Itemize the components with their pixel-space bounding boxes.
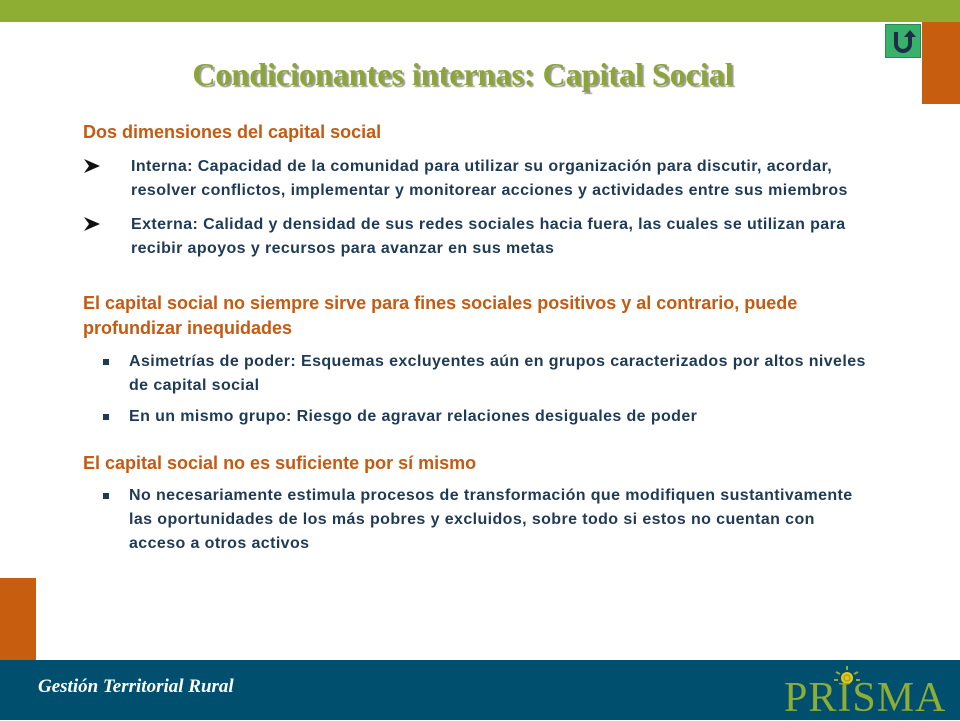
list-item-text: En un mismo grupo: Riesgo de agravar relaciones desiguales de poder: [129, 408, 698, 425]
section-heading-not-sufficient: El capital social no es suficiente por sí mismo: [83, 453, 477, 473]
list-item-text: Interna: Capacidad de la comunidad para utilizar su organización para discutir, acordar, resolver conflictos, implementar y monitorear acciones y actividades entre sus miembros: [131, 158, 848, 199]
top-accent-bar: [0, 0, 960, 22]
section-heading-dimensions: Dos dimensiones del capital social: [83, 122, 382, 142]
footer-bar: [0, 660, 960, 720]
prisma-logo: PRISMA: [784, 675, 947, 721]
inequities-list: [83, 350, 873, 429]
list-item-text: Asimetrías de poder: Esquemas excluyentes aún en grupos caracterizados por altos niveles de capital social: [129, 353, 866, 394]
not-sufficient-list: [83, 484, 873, 556]
dimensions-list: [83, 155, 873, 261]
footer-title: Gestión Territorial Rural: [38, 676, 234, 697]
slide-content: [83, 120, 873, 556]
right-accent-block: [922, 22, 960, 104]
arrow-bullet-icon: [83, 216, 101, 232]
square-bullet-icon: [103, 414, 109, 420]
u-turn-arrow-icon: [890, 28, 916, 54]
list-item: [83, 350, 873, 398]
list-item: [83, 213, 873, 261]
list-item-text: Externa: Calidad y densidad de sus redes sociales hacia fuera, las cuales se utilizan para recibir apoyos y recursos para avanzar en sus metas: [131, 216, 846, 257]
list-item-text: No necesariamente estimula procesos de transformación que modifiquen sustantivamente las oportunidades de los más pobres y excluidos, sobre todo si estos no cuentan con acceso a otros activos: [129, 487, 853, 552]
back-button[interactable]: [885, 24, 921, 58]
square-bullet-icon: [103, 359, 109, 365]
left-accent-block: [0, 578, 36, 660]
square-bullet-icon: [103, 493, 109, 499]
section-heading-inequities: El capital social no siempre sirve para fines sociales positivos y al contrario, puede profundizar inequidades: [83, 293, 798, 338]
slide-title: Condicionantes internas: Capital Social: [192, 56, 734, 92]
list-item: [83, 405, 873, 429]
arrow-bullet-icon: [83, 158, 101, 174]
list-item: [83, 155, 873, 203]
list-item: [83, 484, 873, 556]
